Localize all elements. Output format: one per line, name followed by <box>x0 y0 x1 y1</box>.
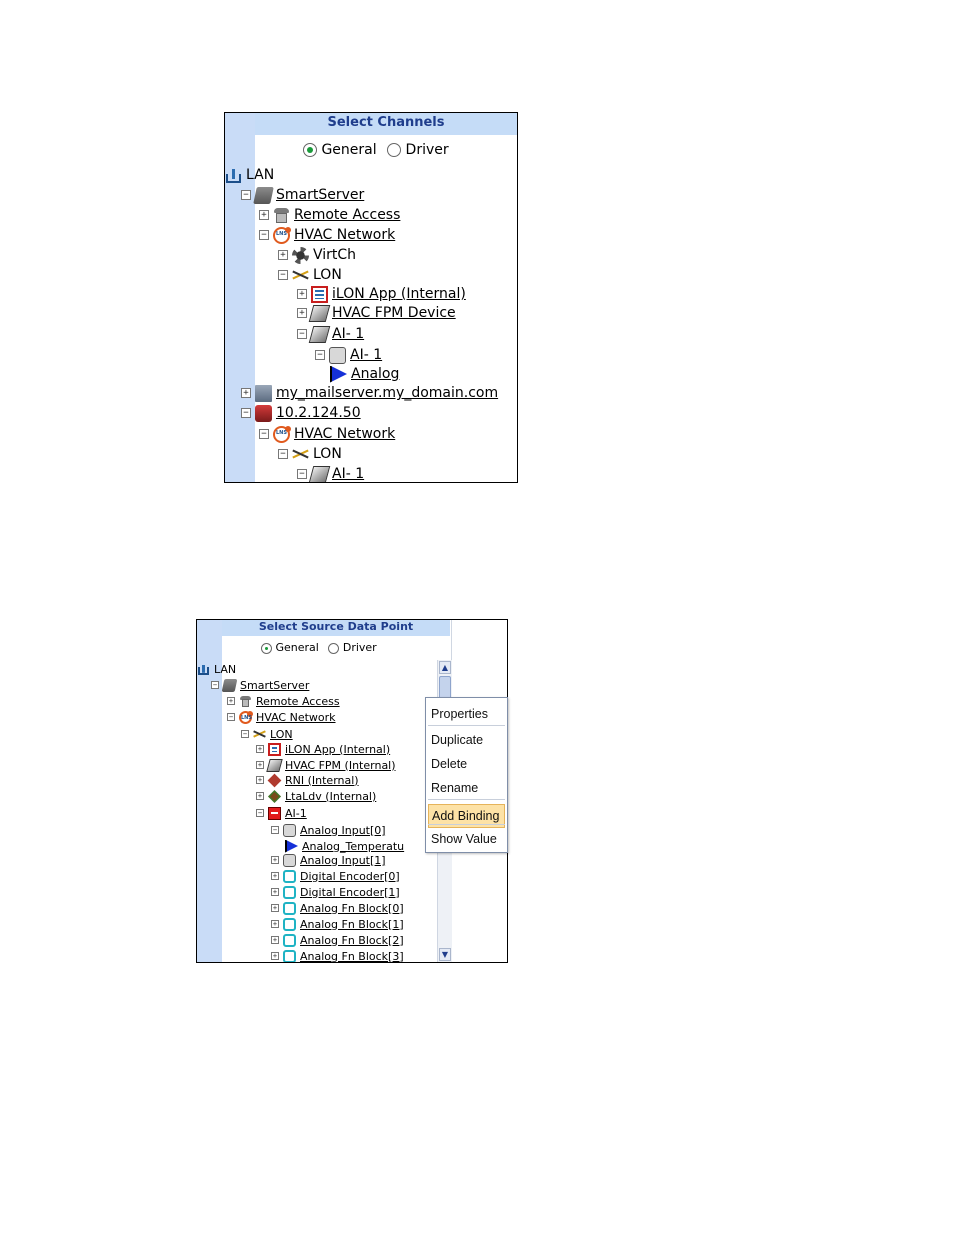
tree-item-label[interactable]: Analog <box>351 366 400 382</box>
mode-radio-group <box>303 141 449 159</box>
expand-toggle[interactable]: + <box>272 904 278 912</box>
tree-item[interactable] <box>278 246 356 264</box>
scroll-down-button[interactable]: ▼ <box>439 948 451 961</box>
tree-item[interactable] <box>211 678 309 692</box>
tree-item[interactable] <box>259 206 400 224</box>
functional-block-icon <box>283 854 296 867</box>
tree-item[interactable] <box>259 226 395 244</box>
ai-device-red-icon <box>268 807 281 820</box>
tree-item[interactable] <box>271 949 404 963</box>
tree-item-label[interactable]: LtaLdv (Internal) <box>285 789 377 803</box>
expand-toggle[interactable]: + <box>272 920 278 928</box>
tree-item-label[interactable]: RNI (Internal) <box>285 773 359 787</box>
device-icon <box>309 466 331 483</box>
collapse-toggle[interactable]: − <box>241 190 251 200</box>
tree-item-label: LAN <box>214 662 237 676</box>
app-device-icon <box>311 286 328 303</box>
tree-item[interactable] <box>271 823 386 837</box>
tree-item-label[interactable]: Analog Fn Block[1] <box>300 917 404 931</box>
tree-item-label[interactable]: HVAC Network <box>256 710 336 724</box>
tree-item-label[interactable]: HVAC Network <box>294 426 396 442</box>
expand-toggle[interactable]: + <box>278 250 288 260</box>
menu-item-rename[interactable]: Rename <box>431 781 479 795</box>
encoder-icon <box>283 918 296 931</box>
radio-driver-label: Driver <box>405 142 449 158</box>
tree-item-label[interactable]: LON <box>270 727 293 741</box>
data-point-flag-icon <box>330 366 347 383</box>
tree-item[interactable] <box>256 789 376 803</box>
select-channels-panel <box>224 112 518 483</box>
collapse-toggle[interactable]: − <box>272 826 278 834</box>
server-icon <box>253 187 274 204</box>
radio-general[interactable] <box>261 643 272 654</box>
tree-item-label[interactable]: my_mailserver.my_domain.com <box>276 385 499 401</box>
menu-item-delete[interactable]: Delete <box>431 757 468 771</box>
tree-item-label[interactable]: Remote Access <box>294 207 401 223</box>
radio-driver[interactable] <box>387 143 401 157</box>
tree-item-label[interactable]: HVAC Network <box>294 227 396 243</box>
tree-item-label[interactable]: AI- 1 <box>332 466 365 482</box>
tree-item[interactable] <box>197 662 236 676</box>
tree-item-label[interactable]: Digital Encoder[0] <box>300 869 400 883</box>
rni-icon <box>268 773 282 787</box>
hvac-network-icon <box>273 227 290 244</box>
tree-item[interactable] <box>256 806 307 820</box>
expand-toggle[interactable]: + <box>257 761 263 769</box>
tree-item-label[interactable]: Analog Fn Block[0] <box>300 901 404 915</box>
encoder-icon <box>283 886 296 899</box>
collapse-toggle[interactable]: − <box>259 429 269 439</box>
radio-general[interactable] <box>303 143 317 157</box>
tree-item-label[interactable]: AI-1 <box>285 806 307 820</box>
collapse-toggle[interactable]: − <box>278 449 288 459</box>
tree-item[interactable] <box>256 773 359 787</box>
lan-icon <box>225 167 242 184</box>
menu-separator <box>428 824 505 825</box>
functional-block-icon <box>329 347 346 364</box>
tree-item[interactable] <box>330 365 399 383</box>
expand-toggle[interactable]: + <box>272 856 278 864</box>
phone-icon <box>239 695 252 708</box>
menu-separator <box>428 725 505 726</box>
hvac-network-icon <box>273 426 290 443</box>
collapse-toggle[interactable]: − <box>242 730 248 738</box>
menu-item-properties[interactable]: Properties <box>431 707 488 721</box>
tree-item-label: LON <box>313 446 342 462</box>
tree-item[interactable] <box>271 885 400 899</box>
tree-item-label[interactable]: Analog Fn Block[3] <box>300 949 404 963</box>
panel-header: Select Channels <box>255 113 517 135</box>
panel-header: Select Source Data Point <box>222 620 450 636</box>
mode-radio-group <box>261 641 377 655</box>
tree-item[interactable] <box>241 404 361 422</box>
collapse-toggle[interactable]: − <box>297 469 307 479</box>
functional-block-icon <box>283 824 296 837</box>
tree-item[interactable] <box>241 384 498 402</box>
radio-driver[interactable] <box>328 643 339 654</box>
tree-item[interactable] <box>271 917 404 931</box>
tree-item[interactable] <box>256 742 390 756</box>
expand-toggle[interactable]: + <box>272 952 278 960</box>
tree-item-label: LAN <box>246 167 275 183</box>
app-device-icon <box>268 743 281 756</box>
tree-item-label[interactable]: Analog Input[0] <box>300 823 386 837</box>
tree-item-label[interactable]: Analog Input[1] <box>300 853 386 867</box>
server-icon <box>222 679 238 692</box>
tree-item[interactable] <box>271 869 400 883</box>
collapse-toggle[interactable]: − <box>297 329 307 339</box>
tree-item-label[interactable]: HVAC FPM Device <box>332 305 456 321</box>
data-point-flag-icon <box>285 840 298 853</box>
radio-general-label: General <box>275 641 319 654</box>
menu-item-duplicate[interactable]: Duplicate <box>431 733 484 747</box>
encoder-icon <box>283 934 296 947</box>
tree-item-label[interactable]: Digital Encoder[1] <box>300 885 400 899</box>
tree-item[interactable] <box>278 445 342 463</box>
tree-item[interactable] <box>271 933 404 947</box>
scroll-up-button[interactable]: ▲ <box>439 661 451 674</box>
collapse-toggle[interactable]: − <box>241 408 251 418</box>
device-icon <box>266 759 282 772</box>
collapse-toggle[interactable]: − <box>212 681 218 689</box>
expand-toggle[interactable]: + <box>257 792 263 800</box>
expand-toggle[interactable]: + <box>272 888 278 896</box>
lon-channel-icon <box>253 728 266 741</box>
expand-toggle[interactable]: + <box>272 872 278 880</box>
ip-server-icon <box>255 405 272 422</box>
tree-item[interactable] <box>297 325 364 343</box>
hvac-network-icon <box>239 711 252 724</box>
tree-item-label[interactable]: SmartServer <box>240 678 310 692</box>
expand-toggle[interactable]: + <box>272 936 278 944</box>
expand-toggle[interactable]: + <box>241 388 251 398</box>
tree-item[interactable] <box>297 304 456 322</box>
tree-item-label[interactable]: AI- 1 <box>350 347 383 363</box>
tree-item-label[interactable]: 10.2.124.50 <box>276 405 361 421</box>
virtual-channel-icon <box>292 247 309 264</box>
collapse-toggle[interactable]: − <box>315 350 325 360</box>
expand-toggle[interactable]: + <box>297 308 307 318</box>
lon-channel-icon <box>292 446 309 463</box>
encoder-icon <box>283 902 296 915</box>
tree-item[interactable] <box>297 465 364 483</box>
menu-item-show-value[interactable]: Show Value <box>431 832 497 846</box>
tree-item-label: LON <box>313 267 342 283</box>
tree-item[interactable] <box>278 266 342 284</box>
phone-icon <box>273 207 290 224</box>
tree-item[interactable] <box>227 694 340 708</box>
tree-item-label[interactable]: iLON App (Internal) <box>285 742 391 756</box>
tree-item[interactable] <box>315 346 382 364</box>
tree-item-label[interactable]: Analog Fn Block[2] <box>300 933 404 947</box>
tree-item-label: VirtCh <box>313 247 357 263</box>
expand-toggle[interactable]: + <box>257 776 263 784</box>
radio-general-label: General <box>321 142 377 158</box>
collapse-toggle[interactable]: − <box>257 809 263 817</box>
radio-driver-label: Driver <box>342 641 377 654</box>
tree-item-label[interactable]: HVAC FPM (Internal) <box>285 758 396 772</box>
encoder-icon <box>283 950 296 963</box>
tree-item-label[interactable]: Remote Access <box>256 694 340 708</box>
tree-item-label[interactable]: SmartServer <box>276 187 365 203</box>
tree-item[interactable] <box>241 727 293 741</box>
expand-toggle[interactable]: + <box>259 210 269 220</box>
collapse-toggle[interactable]: − <box>228 713 234 721</box>
tree-item[interactable] <box>297 285 466 303</box>
lon-channel-icon <box>292 267 309 284</box>
device-icon <box>309 305 331 322</box>
lan-icon <box>197 663 210 676</box>
ltaldv-icon <box>268 790 281 803</box>
tree-item[interactable] <box>256 758 396 772</box>
tree-item[interactable] <box>271 901 404 915</box>
expand-toggle[interactable]: + <box>228 697 234 705</box>
tree-item-label[interactable]: Analog_Temperatu <box>302 839 405 853</box>
device-icon <box>309 326 331 343</box>
tree-item[interactable] <box>259 425 395 443</box>
tree-item[interactable] <box>241 186 364 204</box>
menu-separator <box>428 799 505 800</box>
context-menu <box>425 697 508 853</box>
tree-item[interactable] <box>271 853 386 867</box>
expand-toggle[interactable]: + <box>257 745 263 753</box>
tree-item[interactable] <box>225 166 274 184</box>
expand-toggle[interactable]: + <box>297 289 307 299</box>
tree-item[interactable] <box>285 839 404 853</box>
collapse-toggle[interactable]: − <box>259 230 269 240</box>
menu-item-add-binding[interactable]: Add Binding <box>428 804 505 828</box>
tree-item-label[interactable]: iLON App (Internal) <box>332 286 466 302</box>
tree-item-label[interactable]: AI- 1 <box>332 326 365 342</box>
encoder-icon <box>283 870 296 883</box>
tree-item[interactable] <box>227 710 336 724</box>
mail-server-icon <box>255 385 272 402</box>
collapse-toggle[interactable]: − <box>278 270 288 280</box>
